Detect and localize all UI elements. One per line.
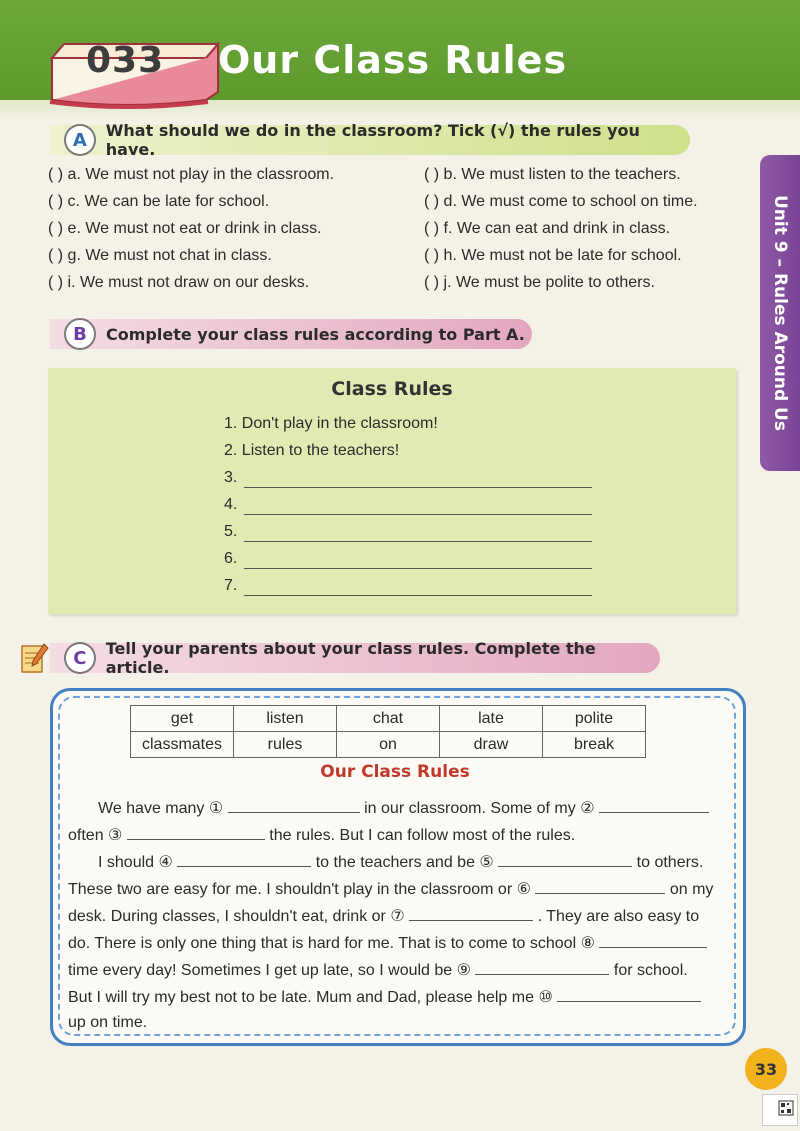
- article-text: to the teachers and be ⑤: [315, 854, 494, 871]
- note-rule-line: 7.: [224, 577, 238, 594]
- note-rule-line: 5.: [224, 523, 238, 540]
- article-line: [68, 1014, 147, 1032]
- class-rules-note: [48, 368, 736, 614]
- article-line: [98, 852, 703, 872]
- article-text: I should ④: [98, 854, 173, 871]
- unit-side-tab-label: Unit 9 – Rules Around Us: [770, 195, 790, 431]
- blank-1[interactable]: [228, 798, 360, 813]
- note-rule-line: 4.: [224, 496, 238, 513]
- answer-line[interactable]: [244, 513, 592, 515]
- memo-pencil-icon: [20, 642, 50, 674]
- rule-item[interactable]: ( ) i. We must not draw on our desks.: [48, 274, 310, 291]
- note-rule-line: 6.: [224, 550, 238, 567]
- word-cell: on: [337, 732, 440, 758]
- unit-side-tab: [760, 155, 800, 471]
- note-rule-line: 3.: [224, 469, 238, 486]
- answer-line[interactable]: [244, 540, 592, 542]
- section-b-header: [50, 319, 532, 349]
- article-text: often ③: [68, 827, 123, 844]
- rule-item[interactable]: ( ) b. We must listen to the teachers.: [424, 166, 681, 183]
- section-c-instruction: Tell your parents about your class rules. Complete the article.: [105, 639, 596, 677]
- rule-item[interactable]: ( ) f. We can eat and drink in class.: [424, 220, 671, 237]
- article-text: to others.: [636, 854, 704, 871]
- rule-item[interactable]: ( ) h. We must not be late for school.: [424, 247, 682, 264]
- section-a-instruction: What should we do in the classroom? Tick (√) the rules you have.: [105, 121, 640, 159]
- answer-line[interactable]: [244, 486, 592, 488]
- word-cell: chat: [337, 706, 440, 732]
- article-text: up on time.: [68, 1014, 148, 1031]
- article-line: [68, 825, 575, 845]
- article-title: Our Class Rules: [320, 762, 470, 782]
- article-line: [68, 960, 688, 980]
- blank-2[interactable]: [599, 798, 709, 813]
- word-cell: polite: [543, 706, 646, 732]
- word-cell: get: [131, 706, 234, 732]
- article-text: for school.: [613, 962, 688, 979]
- article-line: [68, 879, 713, 899]
- blank-10[interactable]: [557, 987, 701, 1002]
- rule-item[interactable]: ( ) d. We must come to school on time.: [424, 193, 698, 210]
- word-box-row: [131, 706, 646, 732]
- blank-4[interactable]: [177, 852, 311, 867]
- word-cell: break: [543, 732, 646, 758]
- blank-9[interactable]: [475, 960, 609, 975]
- word-box: [130, 705, 646, 758]
- rule-item[interactable]: ( ) j. We must be polite to others.: [424, 274, 655, 291]
- section-a-header: [50, 121, 690, 159]
- answer-line[interactable]: [244, 594, 592, 596]
- section-c-header: [50, 639, 660, 677]
- rule-item[interactable]: ( ) g. We must not chat in class.: [48, 247, 272, 264]
- article-line: [98, 798, 709, 818]
- rule-item[interactable]: ( ) a. We must not play in the classroom.: [48, 166, 335, 183]
- article-line: [68, 933, 707, 953]
- rule-item[interactable]: ( ) c. We can be late for school.: [48, 193, 270, 210]
- article-text: desk. During classes, I shouldn't eat, drink or ⑦: [68, 908, 405, 925]
- section-b-instruction: Complete your class rules according to Part A.: [106, 324, 525, 344]
- article-text: We have many ①: [98, 800, 224, 817]
- article-text: These two are easy for me. I shouldn't play in the classroom or ⑥: [68, 881, 531, 898]
- note-rule-line: 1. Don't play in the classroom!: [224, 415, 438, 432]
- section-c-letter: C: [64, 642, 96, 674]
- word-cell: late: [440, 706, 543, 732]
- article-text: . They are also easy to: [537, 908, 700, 925]
- section-b-letter: B: [64, 318, 96, 350]
- note-title: Class Rules: [331, 378, 453, 400]
- page-title: Our Class Rules: [218, 38, 568, 82]
- article-text: in our classroom. Some of my ②: [364, 800, 595, 817]
- article-text: do. There is only one thing that is hard for me. That is to come to school ⑧: [68, 935, 595, 952]
- blank-7[interactable]: [409, 906, 533, 921]
- article-line: [68, 987, 701, 1007]
- word-cell: draw: [440, 732, 543, 758]
- blank-3[interactable]: [127, 825, 265, 840]
- answer-line[interactable]: [244, 567, 592, 569]
- article-text: time every day! Sometimes I get up late, so I would be ⑨: [68, 962, 471, 979]
- word-cell: classmates: [131, 732, 234, 758]
- word-cell: rules: [234, 732, 337, 758]
- article-text: But I will try my best not to be late. Mum and Dad, please help me ⑩: [68, 989, 553, 1006]
- article-line: [68, 906, 699, 926]
- blank-6[interactable]: [535, 879, 665, 894]
- word-cell: listen: [234, 706, 337, 732]
- rule-item[interactable]: ( ) e. We must not eat or drink in class.: [48, 220, 322, 237]
- page-number-badge: [745, 1048, 787, 1090]
- page-number: 33: [754, 1059, 778, 1079]
- word-box-row: [131, 732, 646, 758]
- blank-5[interactable]: [498, 852, 632, 867]
- article-text: the rules. But I can follow most of the rules.: [269, 827, 576, 844]
- section-a-letter: A: [64, 124, 96, 156]
- qr-code-icon: [762, 1094, 798, 1126]
- blank-8[interactable]: [599, 933, 707, 948]
- lesson-number: 033: [86, 40, 165, 81]
- note-rule-line: 2. Listen to the teachers!: [224, 442, 400, 459]
- article-text: on my: [669, 881, 714, 898]
